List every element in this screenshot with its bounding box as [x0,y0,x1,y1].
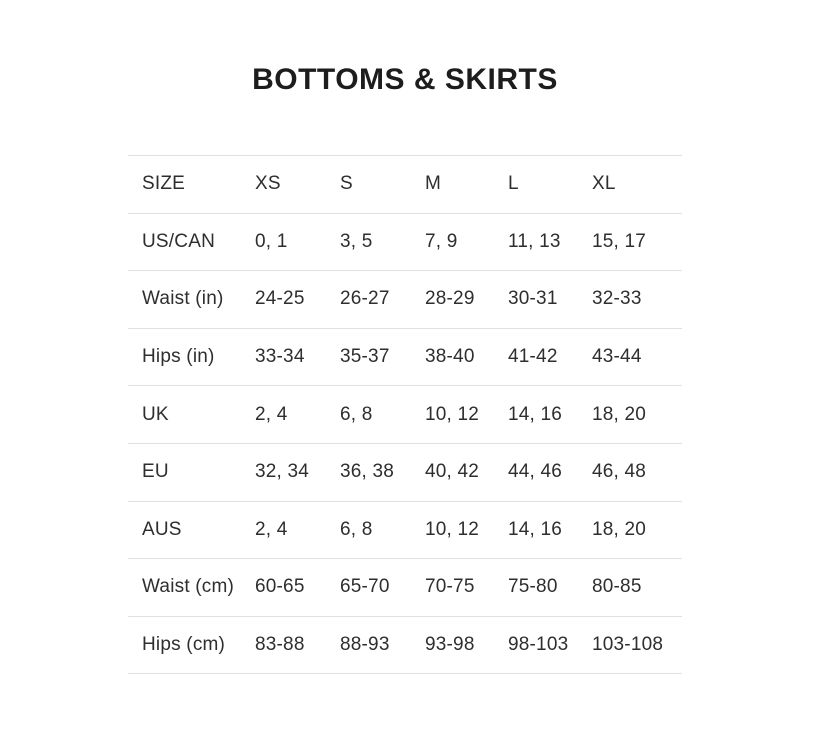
size-value-cell: 65-70 [340,576,390,598]
size-value-cell: 93-98 [425,634,475,656]
size-value-cell: 40, 42 [425,461,480,483]
size-value-cell: 30-31 [508,288,558,310]
size-value-cell: 32, 34 [255,461,310,483]
table-row [128,443,682,501]
size-value-cell: 14, 16 [508,403,563,425]
size-value-cell: 26-27 [340,288,390,310]
size-value-cell: 103-108 [592,634,664,656]
size-value-cell: 88-93 [340,634,390,656]
size-value-cell: 83-88 [255,634,305,656]
size-value-cell: 10, 12 [425,403,480,425]
size-value-cell: 43-44 [592,346,642,368]
page-title: BOTTOMS & SKIRTS [252,63,558,96]
size-value-cell: 60-65 [255,576,305,598]
row-label: EU [142,461,169,483]
size-value-cell: 41-42 [508,346,558,368]
size-value-cell: 18, 20 [592,518,647,540]
table-row [128,213,682,271]
size-value-cell: 14, 16 [508,518,563,540]
row-label: AUS [142,518,182,540]
size-value-cell: 33-34 [255,346,305,368]
table-row [128,559,682,617]
row-label: Waist (in) [142,288,224,310]
column-header-size: SIZE [142,173,186,195]
table-row [128,386,682,444]
size-value-cell: 28-29 [425,288,475,310]
row-label: Waist (cm) [142,576,235,598]
table-row [128,501,682,559]
size-value-cell: 6, 8 [340,518,373,540]
size-value-cell: 44, 46 [508,461,563,483]
size-value-cell: 3, 5 [340,230,373,252]
table-body [128,213,682,674]
row-label: Hips (cm) [142,634,226,656]
size-value-cell: 15, 17 [592,230,647,252]
size-value-cell: 70-75 [425,576,475,598]
row-label: Hips (in) [142,346,215,368]
size-value-cell: 7, 9 [425,230,458,252]
size-value-cell: 10, 12 [425,518,480,540]
size-value-cell: 2, 4 [255,518,288,540]
size-value-cell: 32-33 [592,288,642,310]
size-value-cell: 98-103 [508,634,569,656]
size-chart-table [128,155,682,674]
column-header-xl: XL [592,173,616,195]
size-value-cell: 80-85 [592,576,642,598]
size-value-cell: 11, 13 [508,230,561,252]
size-value-cell: 24-25 [255,288,305,310]
size-value-cell: 35-37 [340,346,390,368]
size-value-cell: 46, 48 [592,461,647,483]
size-value-cell: 75-80 [508,576,558,598]
table-header-row [128,156,682,214]
size-value-cell: 38-40 [425,346,475,368]
table-row [128,271,682,329]
size-value-cell: 2, 4 [255,403,288,425]
size-value-cell: 18, 20 [592,403,647,425]
row-label: UK [142,403,169,425]
table-row [128,328,682,386]
size-value-cell: 6, 8 [340,403,373,425]
column-header-s: S [340,173,353,195]
size-value-cell: 0, 1 [255,230,288,252]
row-label: US/CAN [142,230,215,252]
column-header-xs: XS [255,173,281,195]
column-header-m: M [425,173,442,195]
column-header-l: L [508,173,519,195]
table-header [128,156,682,214]
size-value-cell: 36, 38 [340,461,395,483]
table-row [128,616,682,674]
